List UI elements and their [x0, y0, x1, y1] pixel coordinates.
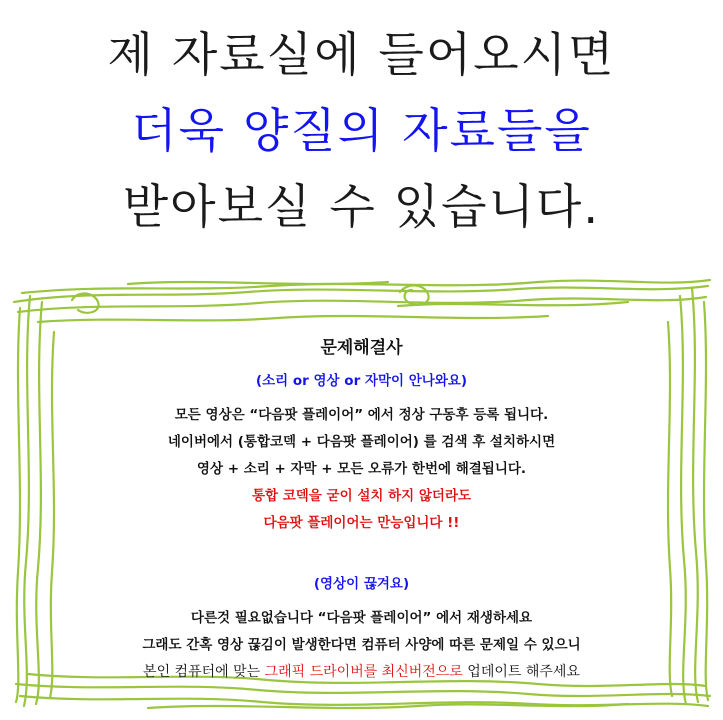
- headline-block: [0, 18, 723, 246]
- section2-heading: (영상이 끊겨요): [313, 576, 410, 592]
- section2-line-2: 그래도 간혹 영상 끊김이 발생한다면 컴퓨터 사양에 따른 문제일 수 있으니: [142, 637, 581, 653]
- headline-line-1: 제 자료실에 들어오시면: [107, 28, 616, 83]
- section1-red-line-2: 다음팟 플레이어는 만능입니다 !!: [263, 515, 460, 531]
- section2-last-part2: 그래픽 드라이버를 최신버전으로: [264, 664, 463, 680]
- headline-line-2: 더욱 양질의 자료들을: [131, 104, 592, 159]
- section1-red-line-1: 통합 코덱을 굳이 설치 하지 않더라도: [251, 488, 472, 504]
- section1-line-2: 네이버에서 (통합코덱 + 다음팟 플레이어) 를 검색 후 설치하시면: [167, 434, 556, 450]
- headline-line-3: 받아보실 수 있습니다.: [122, 180, 601, 235]
- panel-title: 문제해결사: [320, 338, 403, 358]
- section2-line-1: 다른것 필요없습니다 “다음팟 플레이어” 에서 재생하세요: [190, 610, 533, 626]
- section1-heading: (소리 or 영상 or 자막이 안나와요): [255, 373, 468, 389]
- section2-last-part1: 본인 컴퓨터에 맞는: [143, 664, 265, 680]
- section1-line-1: 모든 영상은 “다음팟 플레이어” 에서 정상 구동후 등록 됩니다.: [174, 407, 549, 423]
- section2-last-part3: 업데이트 해주세요: [462, 664, 580, 680]
- info-panel: [8, 272, 715, 712]
- section2-last-line: [143, 659, 580, 686]
- section1-line-3: 영상 + 소리 + 자막 + 모든 오류가 한번에 해결됩니다.: [196, 461, 527, 477]
